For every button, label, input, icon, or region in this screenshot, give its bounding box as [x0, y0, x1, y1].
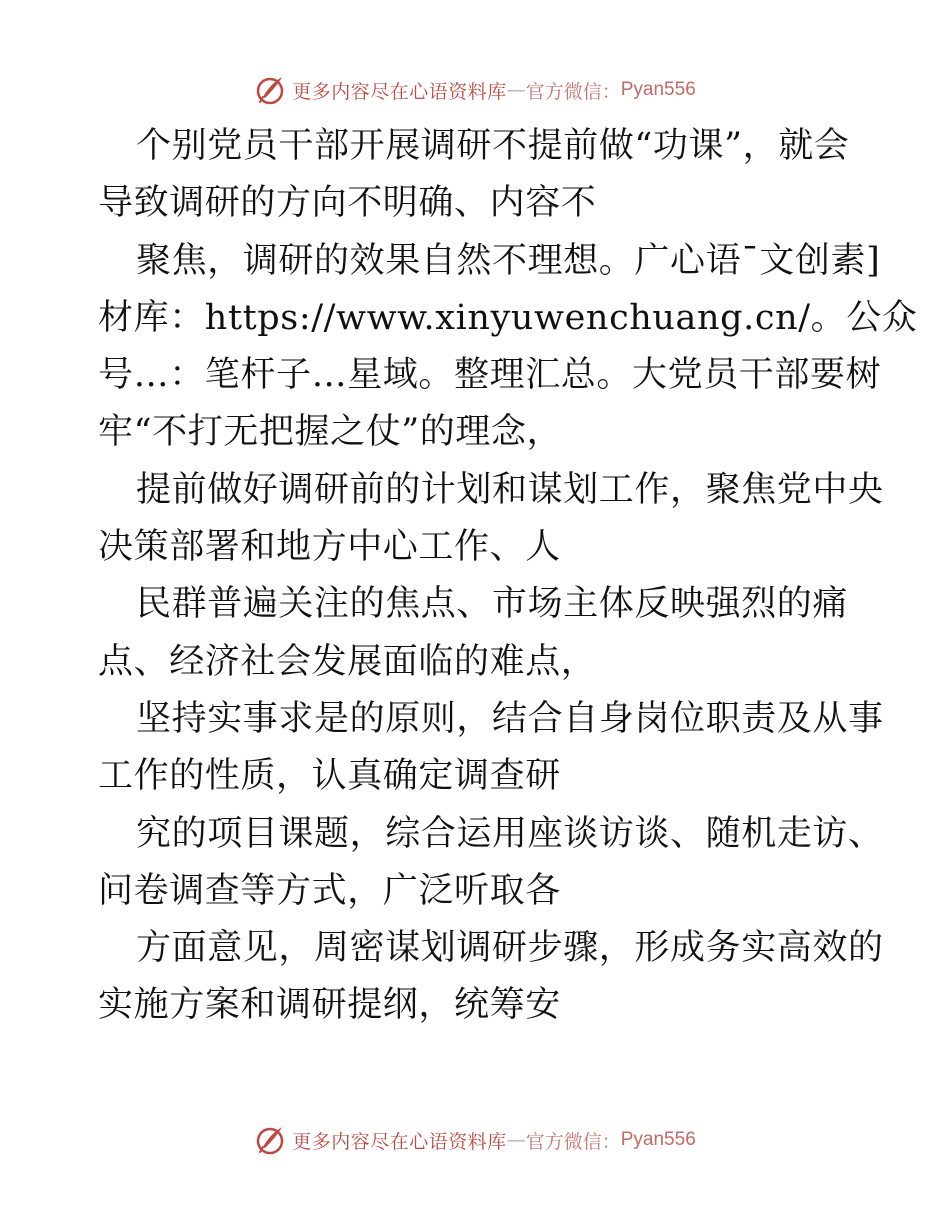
paragraph-line: 究的项目课题，综合运用座谈访谈、随机走访、: [136, 813, 884, 854]
paragraph-line: 问卷调查等方式，广泛听取各: [98, 870, 561, 911]
banner-slogan: 更多内容尽在心语资料库: [292, 1130, 507, 1153]
paragraph-line: 决策部署和地方中心工作、人: [98, 527, 561, 568]
paragraph-line: 提前做好调研前的计划和谋划工作，聚焦党中央: [136, 469, 884, 510]
paragraph-line: 个别党员干部开展调研不提前做“功课”，就会: [136, 126, 850, 166]
footer-banner: [0, 1120, 950, 1160]
paragraph-line: 牢“不打无把握之仗”的理念，: [98, 412, 563, 453]
banner-wechat-id: Pyan556: [620, 1129, 696, 1150]
paragraph-line: 号…：笔杆子…星域。整理汇总。大党员干部要树: [98, 355, 882, 396]
banner-wechat-id: Pyan556: [620, 79, 696, 100]
paragraph-line: 方面意见，周密谋划调研步骤，形成务实高效的: [136, 928, 884, 969]
paragraph-line: 民群普遍关注的焦点、市场主体反映强烈的痛: [136, 584, 849, 625]
quill-pen-icon: [254, 1124, 286, 1156]
quill-pen-icon: [254, 74, 286, 106]
document-body: [98, 118, 918, 1035]
banner-wechat-label: 官方微信：: [525, 80, 621, 103]
header-banner: [0, 70, 950, 110]
paragraph-line: 工作的性质，认真确定调查研: [98, 756, 561, 797]
banner-separator: —: [506, 79, 526, 101]
paragraph-line: 材库：https://www.xinyuwenchuang.cn/。公众: [98, 297, 918, 338]
paragraph-line: 点、经济社会发展面临的难点，: [98, 641, 597, 682]
paragraph-line: 聚焦，调研的效果自然不理想。广心语¯文创素]: [136, 240, 881, 281]
banner-slogan: 更多内容尽在心语资料库: [292, 80, 507, 103]
paragraph-line: 导致调研的方向不明确、内容不: [98, 183, 597, 224]
paragraph-line: 实施方案和调研提纲，统筹安: [98, 985, 561, 1026]
banner-wechat-label: 官方微信：: [525, 1130, 621, 1153]
banner-separator: —: [506, 1129, 526, 1151]
paragraph-line: 坚持实事求是的原则，结合自身岗位职责及从事: [136, 698, 884, 739]
